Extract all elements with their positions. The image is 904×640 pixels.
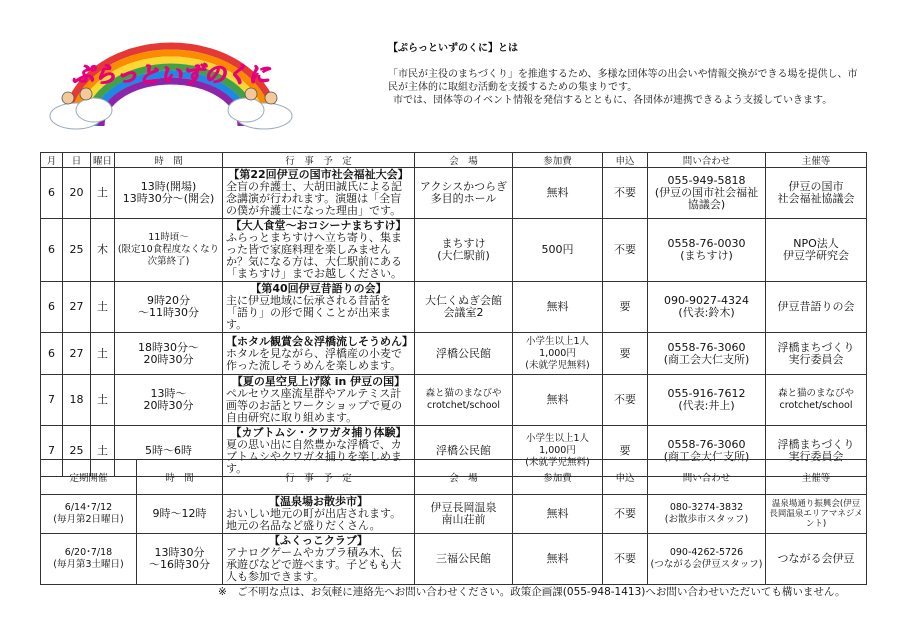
day-cell: 27 [63, 282, 91, 333]
host-cell: 伊豆昔語りの会 [766, 282, 867, 333]
month-cell: 6 [41, 282, 63, 333]
event-title: 【第22回伊豆の国市社会福祉大会】 [228, 168, 409, 181]
period-cell: 6/20･7/18 (毎月第3土曜日) [41, 534, 137, 585]
column-header: 月 [41, 153, 63, 168]
venue-cell: 大仁くぬぎ会館 会議室2 [415, 282, 513, 333]
table-row [41, 282, 867, 333]
time-cell: 9時20分 ～11時30分 [115, 282, 223, 333]
column-header: 行 事 予 定 [223, 153, 415, 168]
column-header: 申込 [603, 153, 648, 168]
contact-cell: 090-4262-5726 (つながる会伊豆スタッフ) [648, 534, 766, 585]
contact-cell: 090-9027-4324 (代表:鈴木) [648, 282, 766, 333]
apply-cell: 不要 [603, 168, 648, 219]
contact-cell: 0558-76-0030 (まちすけ) [648, 219, 766, 282]
host-cell: 伊豆の国市 社会福祉協議会 [766, 168, 867, 219]
column-header: 会 場 [415, 460, 513, 495]
column-header: 主催等 [766, 460, 867, 495]
event-schedule-table [40, 152, 867, 477]
host-cell: 浮橋まちづくり 実行委員会 [766, 426, 867, 477]
day-cell: 25 [63, 219, 91, 282]
time-cell: 13時～ 20時30分 [115, 375, 223, 426]
venue-cell: アクシスかつらぎ 多目的ホール [415, 168, 513, 219]
column-header: 行 事 予 定 [223, 460, 415, 495]
column-header: 申込 [603, 460, 648, 495]
column-header: 参加費 [513, 460, 603, 495]
time-cell: 11時頃～ (限定10食程度なくなり次第終了) [115, 219, 223, 282]
event-cell [223, 168, 415, 219]
table-header-row [41, 153, 867, 168]
weekday-cell: 土 [91, 375, 115, 426]
event-title: 【夏の星空見上げ隊 in 伊豆の国】 [231, 375, 406, 388]
column-header: 主催等 [766, 153, 867, 168]
month-cell: 7 [41, 375, 63, 426]
column-header: 時 間 [115, 153, 223, 168]
weekday-cell: 土 [91, 333, 115, 375]
intro-heading: 【ぷらっといずのくに】とは [388, 43, 518, 54]
intro-paragraph-1: 「市民が主役のまちづくり」を推進するため、多様な団体等の出会いや情報交換ができる場を提供し、市民が主体的に取組む活動を支援するための集まりです。 [388, 69, 858, 93]
event-cell [223, 219, 415, 282]
event-description: 夏の思い出に自然豊かな浮橋で、カブトムシやクワガタ捕りを楽しめます。 [226, 438, 402, 475]
event-cell [223, 534, 415, 585]
table-row [41, 375, 867, 426]
event-description: 全盲の弁護士、大胡田誠氏による記念講演が行われます。演題は「全盲の僕が弁護士になった理由」です。 [226, 180, 402, 217]
event-cell [223, 495, 415, 534]
column-header: 会 場 [415, 153, 513, 168]
event-title: 【第40回伊豆昔語りの会】 [250, 282, 387, 295]
time-cell: 18時30分～ 20時30分 [115, 333, 223, 375]
venue-cell: 浮橋公民館 [415, 426, 513, 477]
column-header: 問い合わせ [648, 460, 766, 495]
table-header-row [41, 460, 867, 495]
fee-cell: 無料 [513, 375, 603, 426]
day-cell: 25 [63, 426, 91, 477]
event-cell [223, 375, 415, 426]
fee-cell: 無料 [513, 168, 603, 219]
logo-text: ぷらっといずのくに [71, 63, 271, 88]
time-cell: 9時～12時 [137, 495, 223, 534]
regular-event-table [40, 459, 867, 585]
period-cell: 6/14･7/12 (毎月第2日曜日) [41, 495, 137, 534]
apply-cell: 不要 [603, 534, 648, 585]
month-cell: 6 [41, 168, 63, 219]
event-cell [223, 282, 415, 333]
event-title: 【ふくっこクラブ】 [269, 534, 368, 547]
column-header: 参加費 [513, 153, 603, 168]
event-description: 主に伊豆地域に伝承される昔話を「語り」の形で聞くことが出来ます。 [226, 294, 391, 331]
event-title: 【カブトムシ・クワガタ捕り体験】 [230, 426, 407, 439]
month-cell: 6 [41, 333, 63, 375]
contact-cell: 0558-76-3060 (商工会大仁支所) [648, 426, 766, 477]
host-cell: 森と猫のまなびや crotchet/school [766, 375, 867, 426]
contact-cell: 055-949-5818 (伊豆の国市社会福祉協議会) [648, 168, 766, 219]
event-title: 【ホタル観賞会＆浮橋流しそうめん】 [226, 334, 413, 348]
month-cell: 7 [41, 426, 63, 477]
fee-cell: 小学生以上1人 1,000円 (未就学児無料) [513, 426, 603, 477]
column-header: 曜日 [91, 153, 115, 168]
event-title: 【大人食堂～おコシーナまちすけ】 [230, 219, 407, 232]
table-row [41, 534, 867, 585]
event-title: 【温泉場お散歩市】 [269, 495, 368, 508]
day-cell: 18 [63, 375, 91, 426]
rainbow-logo [46, 36, 296, 136]
contact-cell: 080-3274-3832 (お散歩市スタッフ) [648, 495, 766, 534]
contact-note: ※ ご不明な点は、お気軽に連絡先へお問い合わせください。政策企画課(055-948-1413)へお問い合わせいただいても構いません。 [218, 586, 846, 598]
fee-cell: 無料 [513, 534, 603, 585]
month-cell: 6 [41, 219, 63, 282]
day-cell: 20 [63, 168, 91, 219]
event-description: ペルセウス座流星群やアルテミス計画等のお話とワークショップで夏の自由研究に取り組めます。 [226, 387, 403, 424]
host-cell: 浮橋まちづくり 実行委員会 [766, 333, 867, 375]
intro-paragraph-2: 市では、団体等のイベント情報を発信するとともに、各団体が連携できるよう支援していきます。 [393, 95, 833, 106]
time-cell: 5時～6時 [115, 426, 223, 477]
venue-cell: 浮橋公民館 [415, 333, 513, 375]
venue-cell: まちすけ (大仁駅前) [415, 219, 513, 282]
fee-cell: 500円 [513, 219, 603, 282]
contact-cell: 055-916-7612 (代表:井上) [648, 375, 766, 426]
table-row [41, 168, 867, 219]
weekday-cell: 土 [91, 282, 115, 333]
venue-cell: 三福公民館 [415, 534, 513, 585]
column-header: 問い合わせ [648, 153, 766, 168]
column-header: 時 間 [137, 460, 223, 495]
column-header: 日 [63, 153, 91, 168]
contact-cell: 0558-76-3060 (商工会大仁支所) [648, 333, 766, 375]
host-cell: つながる会伊豆 [766, 534, 867, 585]
event-description: ふらっとまちすけへ立ち寄り、集まった皆で家庭料理を楽しみませんか？気になる方は、大仁駅前にある「まちすけ」までお越しください。 [226, 231, 402, 280]
table-row [41, 495, 867, 534]
event-description: ホタルを見ながら、浮橋産の小麦で作った流しそうめんを楽しめます。 [226, 346, 402, 372]
weekday-cell: 土 [91, 168, 115, 219]
fee-cell: 無料 [513, 282, 603, 333]
apply-cell: 不要 [603, 375, 648, 426]
venue-cell: 伊豆長岡温泉 南山荘前 [415, 495, 513, 534]
weekday-cell: 土 [91, 426, 115, 477]
event-description: アナログゲームやカプラ積み木、伝承遊びなどで遊べます。子どもも大人も参加できます。 [226, 546, 402, 583]
apply-cell: 要 [603, 282, 648, 333]
fee-cell: 無料 [513, 495, 603, 534]
host-cell: NPO法人 伊豆学研究会 [766, 219, 867, 282]
time-cell: 13時(開場) 13時30分～(開会) [115, 168, 223, 219]
column-header: 定期開催 [41, 460, 137, 495]
intro-section [388, 42, 858, 107]
table-row [41, 333, 867, 375]
apply-cell: 要 [603, 426, 648, 477]
fee-cell: 小学生以上1人 1,000円 (未就学児無料) [513, 333, 603, 375]
table-row [41, 219, 867, 282]
host-cell: 温泉場通り振興会(伊豆長岡温泉エリアマネジメント) [766, 495, 867, 534]
venue-cell: 森と猫のまなびや crotchet/school [415, 375, 513, 426]
day-cell: 27 [63, 333, 91, 375]
weekday-cell: 木 [91, 219, 115, 282]
apply-cell: 不要 [603, 495, 648, 534]
time-cell: 13時30分 ～16時30分 [137, 534, 223, 585]
apply-cell: 要 [603, 333, 648, 375]
event-description: おいしい地元の町が出店されます。地元の名品など盛りだくさん。 [226, 507, 402, 532]
apply-cell: 不要 [603, 219, 648, 282]
event-cell [223, 333, 415, 375]
